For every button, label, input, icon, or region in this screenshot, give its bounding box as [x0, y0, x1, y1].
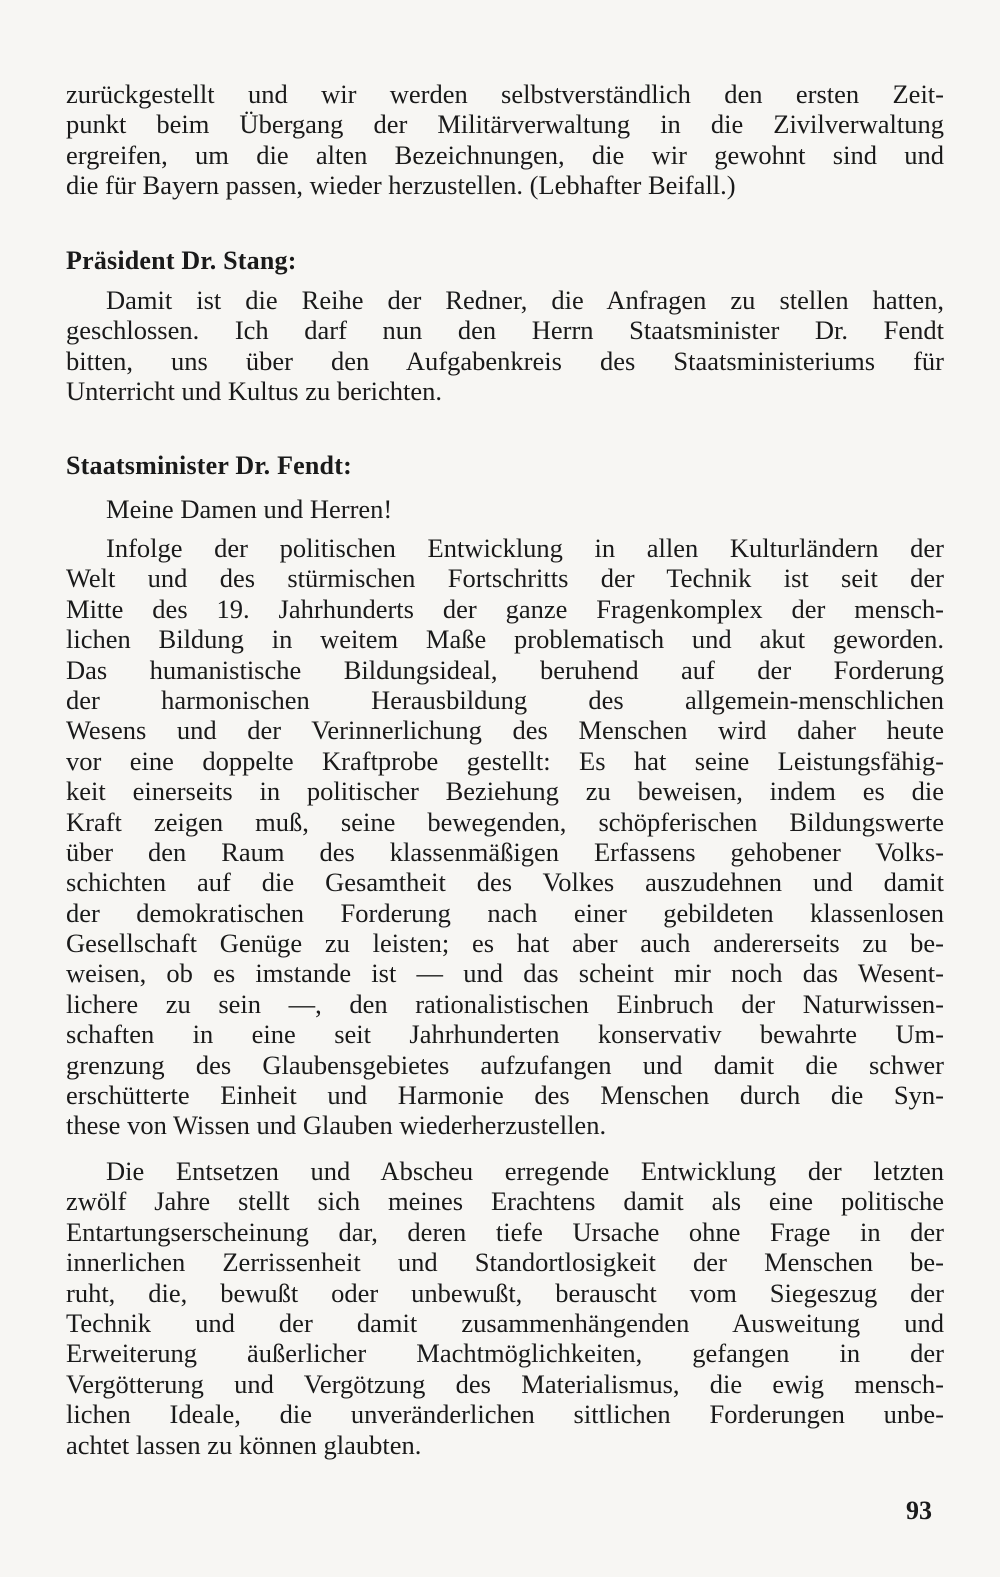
text-line: lichen Ideale, die unveränderlichen sittlichen Forderungen unbe- — [66, 1399, 944, 1430]
text-line: Gesellschaft Genüge zu leisten; es hat aber auch andererseits zu be- — [66, 928, 944, 959]
text-line: Das humanistische Bildungsideal, beruhend auf der Forderung — [66, 654, 944, 685]
text-line: Unterricht und Kultus zu berichten. — [66, 376, 443, 407]
text-line: zwölf Jahre stellt sich meines Erachtens damit als eine politische — [66, 1186, 944, 1217]
text-line: Kraft zeigen muß, seine bewegenden, schöpferischen Bildungswerte — [66, 806, 944, 837]
text-line: Wesens und der Verinnerlichung des Menschen wird daher heute — [66, 715, 944, 746]
text-line: ruht, die, bewußt oder unbewußt, berauscht vom Siegeszug der — [66, 1277, 944, 1308]
text-line: Vergötterung und Vergötzung des Materialismus, die ewig mensch- — [66, 1368, 944, 1399]
text-line: weisen, ob es imstande ist — und das scheint mir noch das Wesent- — [66, 958, 944, 989]
text-line: Die Entsetzen und Abscheu erregende Entwicklung der letzten — [106, 1156, 944, 1186]
speaker-name: Staatsminister Dr. Fendt: — [66, 451, 352, 480]
text-line: die für Bayern passen, wieder herzustellen. (Lebhafter Beifall.) — [66, 170, 736, 201]
text-line: Welt und des stürmischen Fortschritts der Technik ist seit der — [66, 563, 944, 594]
text-line: grenzung des Glaubensgebietes aufzufangen und damit die schwer — [66, 1049, 944, 1080]
text-line: über den Raum des klassenmäßigen Erfassens gehobener Volks- — [66, 836, 944, 867]
text-line: ergreifen, um die alten Bezeichnungen, die wir gewohnt sind und — [66, 139, 944, 170]
text-line: Mitte des 19. Jahrhunderts der ganze Fragenkomplex der mensch- — [66, 593, 944, 624]
paragraph-final — [66, 1156, 944, 1460]
text-line: vor eine doppelte Kraftprobe gestellt: Es hat seine Leistungsfähig- — [66, 745, 944, 776]
text-line: Technik und der damit zusammenhängenden Ausweitung und — [66, 1307, 944, 1338]
text-line: Damit ist die Reihe der Redner, die Anfragen zu stellen hatten, — [106, 285, 944, 315]
text-line: these von Wissen und Glauben wiederherzustellen. — [66, 1110, 607, 1141]
text-line: lichen Bildung in weitem Maße problematisch und akut geworden. — [66, 624, 944, 655]
text-line: achtet lassen zu können glaubten. — [66, 1429, 422, 1460]
text-line: erschütterte Einheit und Harmonie des Menschen durch die Syn- — [66, 1080, 944, 1111]
text-line: Infolge der politischen Entwicklung in allen Kulturländern der — [106, 533, 944, 563]
page-number: 93 — [906, 1496, 932, 1525]
speaker-name: Präsident Dr. Stang: — [66, 246, 297, 275]
text-line: punkt beim Übergang der Militärverwaltung in die Zivilverwaltung — [66, 109, 944, 140]
text-line: der demokratischen Forderung nach einer gebildeten klassenlosen — [66, 897, 944, 928]
paragraph-continuation — [66, 79, 944, 201]
text-line: geschlossen. Ich darf nun den Herrn Staatsminister Dr. Fendt — [66, 315, 944, 346]
text-line: innerlichen Zerrissenheit und Standortlosigkeit der Menschen be- — [66, 1247, 944, 1278]
speaker-heading-minister — [66, 451, 944, 481]
text-line: keit einerseits in politischer Beziehung zu beweisen, indem es die — [66, 776, 944, 807]
speaker-heading-president — [66, 246, 944, 276]
text-line: der harmonischen Herausbildung des allgemein-menschlichen — [66, 684, 944, 715]
text-line: zurückgestellt und wir werden selbstverständlich den ersten Zeit- — [66, 79, 944, 109]
text-line: Entartungserscheinung dar, deren tiefe Ursache ohne Frage in der — [66, 1216, 944, 1247]
paragraph-main — [66, 533, 944, 1141]
text-line: schaften in eine seit Jahrhunderten konservativ bewahrte Um- — [66, 1019, 944, 1050]
text-line: schichten auf die Gesamtheit des Volkes auszudehnen und damit — [66, 867, 944, 898]
text-line: Erweiterung äußerlicher Machtmöglichkeiten, gefangen in der — [66, 1338, 944, 1369]
text-line: bitten, uns über den Aufgabenkreis des Staatsministeriums für — [66, 345, 944, 376]
text-line: lichere zu sein —, den rationalistischen Einbruch der Naturwissen- — [66, 988, 944, 1019]
salutation — [66, 494, 944, 524]
paragraph-president — [66, 285, 944, 407]
text-line: Meine Damen und Herren! — [106, 494, 393, 524]
